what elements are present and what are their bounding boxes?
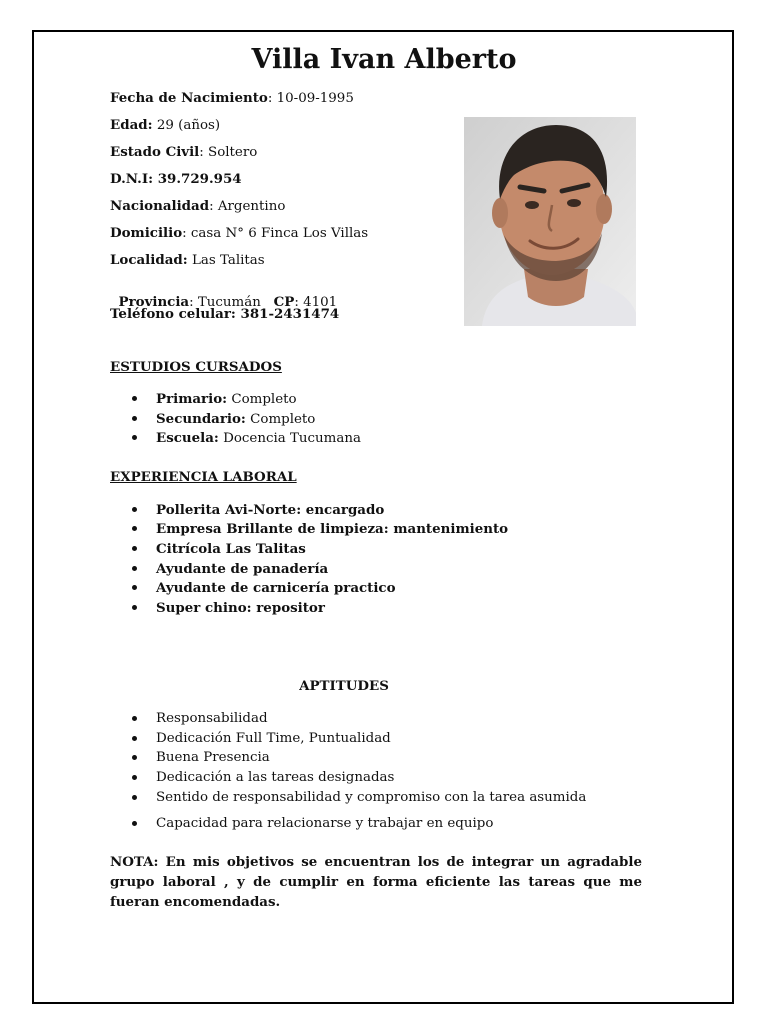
studies-item [156, 411, 315, 428]
experience-item: Super chino: repositor [156, 600, 325, 616]
aptitude-item: Capacidad para relacionarse y trabajar en equipo [156, 816, 494, 831]
studies-item-label: Secundario: [156, 411, 246, 427]
age-label: Edad: [110, 117, 153, 133]
civil-status-value: : Soltero [199, 145, 258, 160]
locality-value: Las Talitas [187, 253, 265, 268]
experience-item: Ayudante de panadería [156, 561, 329, 577]
nationality-label: Nacionalidad [110, 198, 210, 214]
phone-row [110, 306, 339, 322]
studies-item-value: Completo [245, 412, 316, 427]
bullet-icon [132, 546, 137, 551]
bullet-icon [132, 526, 137, 531]
bullet-icon [132, 821, 137, 826]
bullet-icon [132, 585, 137, 590]
studies-item [156, 430, 361, 447]
studies-item [156, 391, 297, 408]
address-row [110, 225, 368, 242]
birth-date-label: Fecha de Nacimiento [110, 90, 268, 106]
aptitude-item: Responsabilidad [156, 711, 268, 726]
age-row [110, 117, 220, 134]
address-value: : casa N° 6 Finca Los Villas [182, 226, 369, 241]
bullet-icon [132, 795, 137, 800]
civil-status-row [110, 144, 257, 161]
bullet-icon [132, 435, 137, 440]
aptitude-item: Dedicación Full Time, Puntualidad [156, 731, 391, 746]
address-label: Domicilio [110, 225, 183, 241]
bullet-icon [132, 736, 137, 741]
bullet-icon [132, 566, 137, 571]
note-paragraph: NOTA: En mis objetivos se encuentran los de integrar un agradable grupo laboral , y de cumplir en forma eficiente las tareas que me fueran encomendadas. [110, 854, 642, 910]
birth-date-value: : 10-09-1995 [267, 91, 354, 106]
bullet-icon [132, 605, 137, 610]
aptitude-item: Buena Presencia [156, 750, 270, 765]
experience-item: Ayudante de carnicería practico [156, 580, 396, 596]
province-label: Provincia [118, 294, 190, 310]
bullet-icon [132, 416, 137, 421]
locality-row [110, 252, 265, 269]
dni-row [110, 171, 242, 187]
birth-date-row [110, 90, 354, 107]
studies-item-label: Escuela: [156, 430, 219, 446]
studies-item-label: Primario: [156, 391, 228, 407]
studies-item-value: Completo [227, 392, 297, 407]
phone-label: Teléfono celular: [110, 306, 241, 322]
aptitudes-heading: APTITUDES [299, 678, 389, 694]
civil-status-label: Estado Civil [110, 144, 200, 160]
aptitude-item: Dedicación a las tareas designadas [156, 770, 395, 785]
locality-label: Localidad: [110, 252, 188, 268]
nationality-value: : Argentino [209, 199, 286, 214]
cp-label: CP [273, 294, 295, 310]
dni-value: 39.729.954 [157, 171, 242, 187]
experience-heading: EXPERIENCIA LABORAL [110, 469, 297, 485]
nationality-row [110, 198, 285, 215]
studies-item-value: Docencia Tucumana [218, 431, 361, 446]
experience-item: Empresa Brillante de limpieza: mantenimiento [156, 521, 509, 537]
dni-label: D.N.I: [110, 171, 158, 187]
experience-item: Pollerita Avi-Norte: encargado [156, 502, 385, 518]
studies-heading: ESTUDIOS CURSADOS [110, 359, 282, 375]
phone-value: 381-2431474 [240, 306, 340, 322]
cp-value: : 4101 [294, 295, 338, 310]
aptitude-item: Sentido de responsabilidad y compromiso con la tarea asumida [156, 790, 587, 805]
person-name: Villa Ivan Alberto [251, 44, 517, 75]
age-value: 29 (años) [152, 118, 221, 133]
profile-photo [464, 117, 636, 326]
bullet-icon [132, 755, 137, 760]
bullet-icon [132, 507, 137, 512]
experience-item: Citrícola Las Talitas [156, 541, 306, 557]
bullet-icon [132, 716, 137, 721]
province-value: : Tucumán [189, 295, 274, 310]
bullet-icon [132, 775, 137, 780]
bullet-icon [132, 396, 137, 401]
